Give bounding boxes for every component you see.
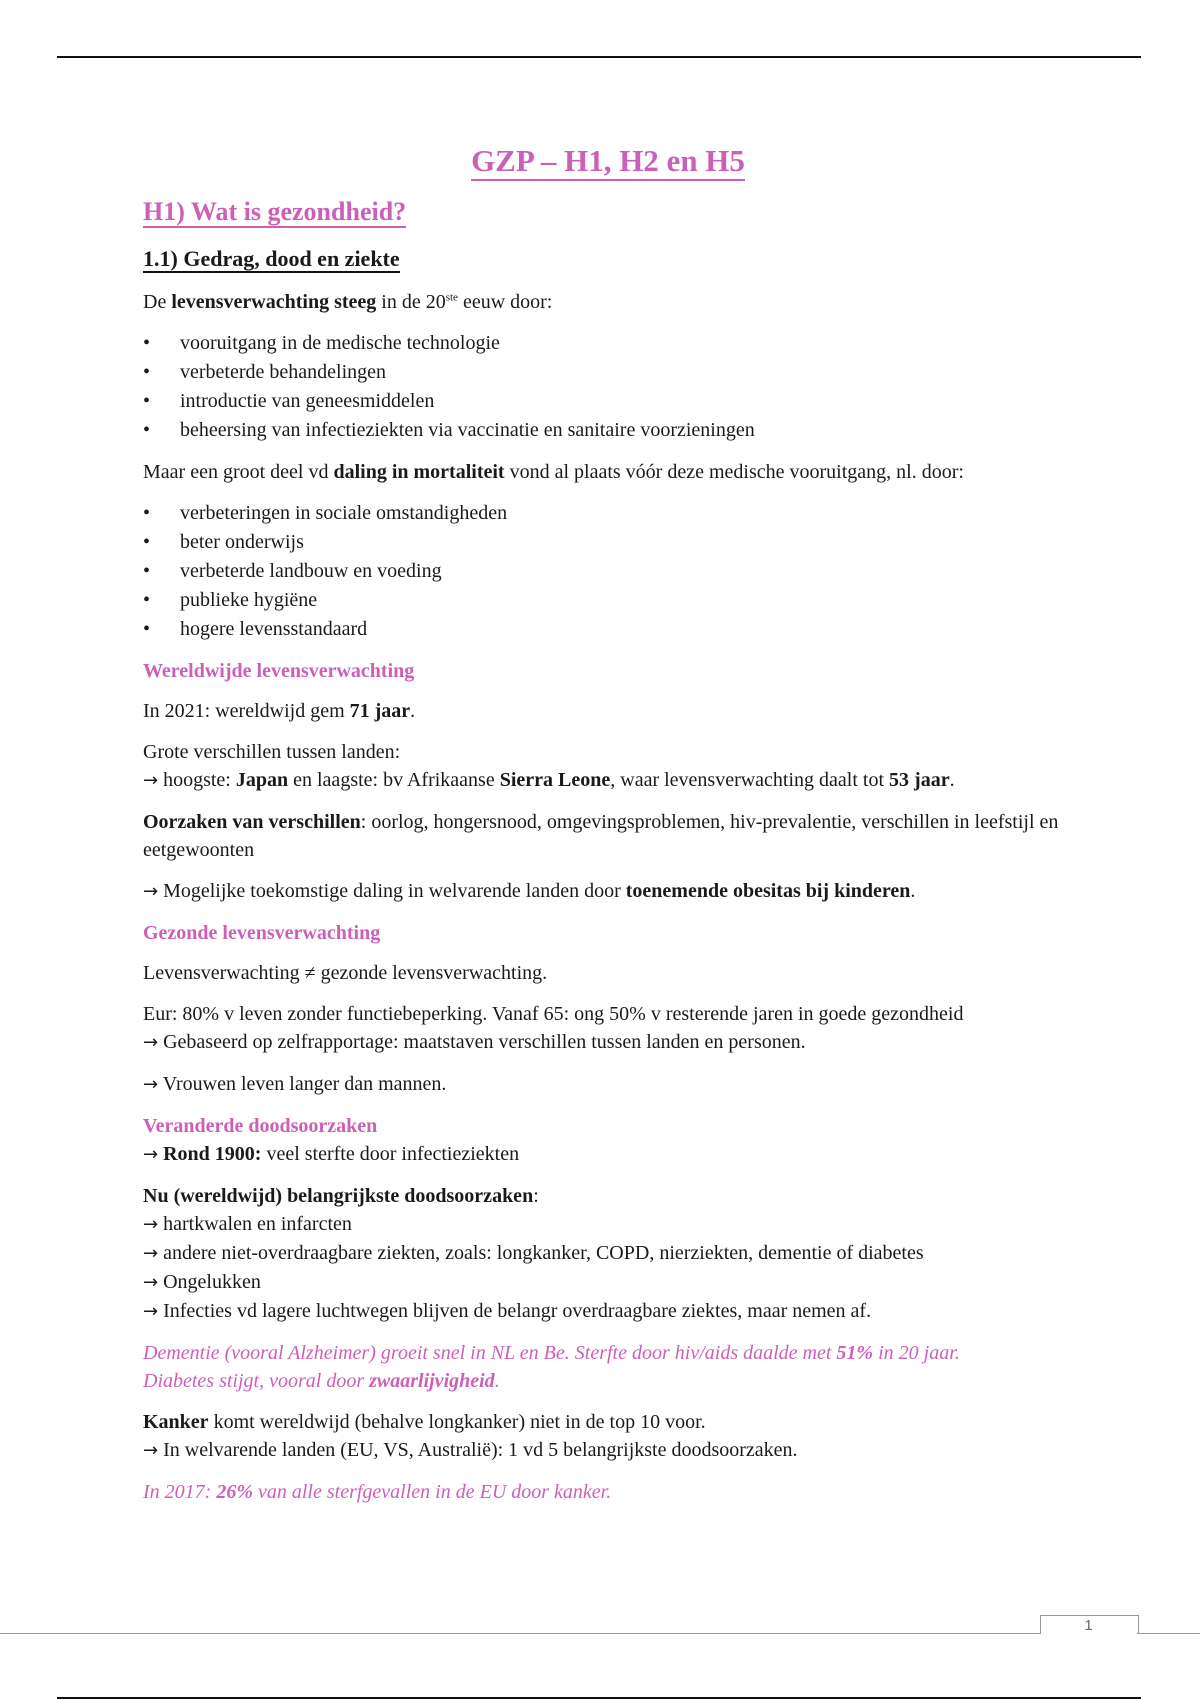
list-item: • verbeteringen in sociale omstandigheden — [143, 502, 508, 524]
bottom-rule — [57, 1697, 1141, 1699]
arrow-icon: → — [143, 1144, 159, 1165]
world-2021-paragraph: In 2021: wereldwijd gem 71 jaar. — [143, 700, 416, 722]
intro-paragraph: De levensverwachting steeg in de 20ste eeuw door: — [143, 291, 553, 313]
around-1900-paragraph: → Rond 1900: veel sterfte door infectieziekten — [143, 1143, 520, 1165]
arrow-icon: → — [143, 1272, 159, 1293]
list-item: • publieke hygiëne — [143, 589, 318, 611]
arrow-icon: → — [143, 1301, 159, 1322]
arrow-icon: → — [143, 1032, 159, 1053]
social-list — [143, 499, 1073, 644]
mortality-paragraph: Maar een groot deel vd daling in mortaliteit vond al plaats vóór deze medische vooruitgang, nl. door: — [143, 461, 964, 483]
now-causes-paragraph: Nu (wereldwijd) belangrijkste doodsoorzaken: → hartkwalen en infarcten → andere niet-overdraagbare ziekten, zoals: longkanker, COPD, nierziekten, dementie of diabetes → Ongelukken → Infecties vd lagere luchtwegen blijven de belangr overdraagbare ziektes, maar nemen af. — [143, 1185, 924, 1322]
header-rule — [57, 56, 1141, 58]
list-item: • verbeterde behandelingen — [143, 361, 387, 383]
document-page — [143, 140, 1073, 1519]
section-heading: 1.1) Gedrag, dood en ziekte — [143, 246, 400, 271]
arrow-icon: → — [143, 770, 159, 791]
list-item: • beheersing van infectieziekten via vaccinatie en sanitaire voorzieningen — [143, 419, 755, 441]
arrow-icon: → — [143, 1074, 159, 1095]
arrow-icon: → — [143, 1440, 159, 1461]
footer-rule — [0, 1633, 1040, 1634]
document-title: GZP – H1, H2 en H5 — [143, 140, 1073, 182]
healthy-neq-paragraph: Levensverwachting ≠ gezonde levensverwachting. — [143, 962, 548, 984]
arrow-icon: → — [143, 1214, 159, 1235]
list-item: • beter onderwijs — [143, 531, 304, 553]
arrow-icon: → — [143, 881, 159, 902]
subheading-world-life-expectancy: Wereldwijde levensverwachting — [143, 660, 415, 682]
causes-paragraph: Oorzaken van verschillen: oorlog, hongersnood, omgevingsproblemen, hiv-prevalentie, verschillen in leefstijl en eetgewoonten — [143, 811, 1059, 861]
subheading-changed-causes: Veranderde doodsoorzaken — [143, 1115, 378, 1137]
list-item: • hogere levensstandaard — [143, 618, 368, 640]
cancer-note: In 2017: 26% van alle sterfgevallen in de EU door kanker. — [143, 1481, 612, 1503]
footer-rule — [1137, 1633, 1200, 1634]
list-item: • vooruitgang in de medische technologie — [143, 332, 500, 354]
cancer-paragraph: Kanker komt wereldwijd (behalve longkanker) niet in de top 10 voor. → In welvarende landen (EU, VS, Australië): 1 vd 5 belangrijkste doodsoorzaken. — [143, 1411, 798, 1461]
dementia-note: Dementie (vooral Alzheimer) groeit snel in NL en Be. Sterfte door hiv/aids daalde met 51% in 20 jaar. Diabetes stijgt, vooral door zwaarlijvigheid. — [143, 1342, 960, 1392]
subheading-healthy-life-expectancy: Gezonde levensverwachting — [143, 922, 381, 944]
page-number: 1 — [1084, 1617, 1093, 1634]
differences-paragraph: Grote verschillen tussen landen: → hoogste: Japan en laagste: bv Afrikaanse Sierra Leone, waar levensverwachting daalt tot 53 jaar. — [143, 741, 955, 791]
women-paragraph: → Vrouwen leven langer dan mannen. — [143, 1073, 447, 1095]
europe-paragraph: Eur: 80% v leven zonder functiebeperking. Vanaf 65: ong 50% v resterende jaren in goede gezondheid → Gebaseerd op zelfrapportage: maatstaven verschillen tussen landen en personen. — [143, 1003, 964, 1053]
arrow-icon: → — [143, 1243, 159, 1264]
list-item: • verbeterde landbouw en voeding — [143, 560, 442, 582]
list-item: • introductie van geneesmiddelen — [143, 390, 435, 412]
chapter-heading: H1) Wat is gezondheid? — [143, 197, 407, 226]
progress-list — [143, 329, 1073, 445]
future-paragraph: → Mogelijke toekomstige daling in welvarende landen door toenemende obesitas bij kinderen. — [143, 880, 916, 902]
